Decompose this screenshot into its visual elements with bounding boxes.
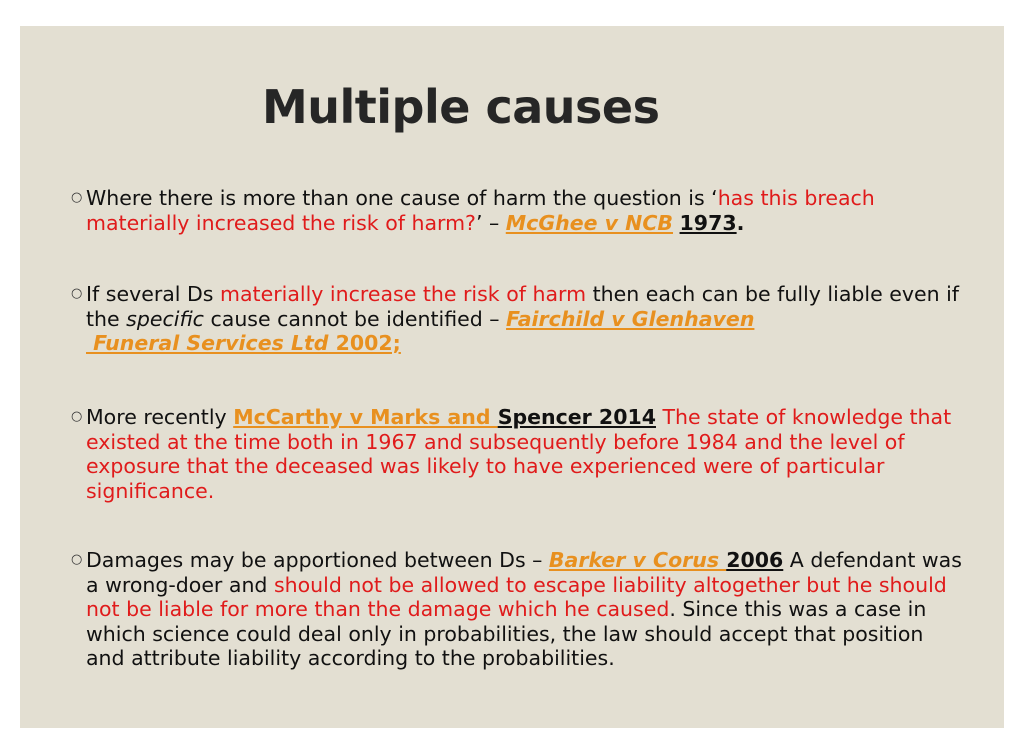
highlight-text: The state of knowledge that existed at the time both in 1967 and subsequently before 1984 and the level of exposure that the deceased was likely to have experienced were of particular significance. [86, 405, 952, 503]
case-year[interactable]: 1973 [679, 210, 737, 235]
highlight-text: has this breach materially increased the risk of harm? [86, 186, 875, 235]
bullet-icon: ○ [71, 409, 83, 424]
bullet-icon: ○ [71, 286, 83, 301]
case-link-fairchild-cont[interactable]: Funeral Services Ltd [86, 331, 329, 355]
bullet-mcghee [71, 186, 966, 235]
bullet-fairchild [71, 282, 966, 356]
bullet-text: Where there is more than one cause of harm the question is ‘ [86, 186, 718, 210]
bullet-text: cause cannot be identified – [203, 306, 507, 331]
bullet-text: More recently [86, 405, 234, 429]
case-link-mccarthy[interactable]: McCarthy v Marks and [233, 405, 498, 429]
bullet-text: then each can be fully liable even if the [86, 282, 960, 331]
case-link-mcghee[interactable]: McGhee v NCB [505, 210, 674, 235]
case-link-fairchild[interactable]: Fairchild v Glenhaven [506, 306, 755, 331]
case-link-mccarthy-cont[interactable]: Spencer 2014 [497, 405, 656, 429]
case-year[interactable]: 2006 [726, 548, 784, 572]
bullet-text: Damages may be apportioned between Ds – [86, 548, 549, 572]
bullet-barker [71, 548, 966, 671]
bullet-text: . Since this was a case in which science could deal only in probabilities, the law should accept that position and attribute liability according to the probabilities. [86, 597, 927, 670]
case-link-barker[interactable]: Barker v Corus [548, 548, 727, 572]
highlight-text: should not be allowed to escape liability altogether but he should not be liable for more than the damage which he caused [86, 572, 947, 621]
bullet-icon: ○ [71, 552, 83, 567]
italic-text: specific [126, 306, 204, 331]
highlight-text: materially increase the risk of harm [220, 282, 587, 306]
slide-title: Multiple causes [262, 80, 660, 134]
bullet-text: ’ – [475, 210, 506, 235]
bullet-text: . [736, 210, 745, 235]
bullet-mccarthy [71, 405, 966, 503]
bullet-text: A defendant was a wrong-doer and [86, 548, 962, 597]
bullet-text: If several Ds [86, 282, 221, 306]
bullet-icon: ○ [71, 190, 83, 205]
case-year[interactable]: 2002; [328, 331, 401, 355]
